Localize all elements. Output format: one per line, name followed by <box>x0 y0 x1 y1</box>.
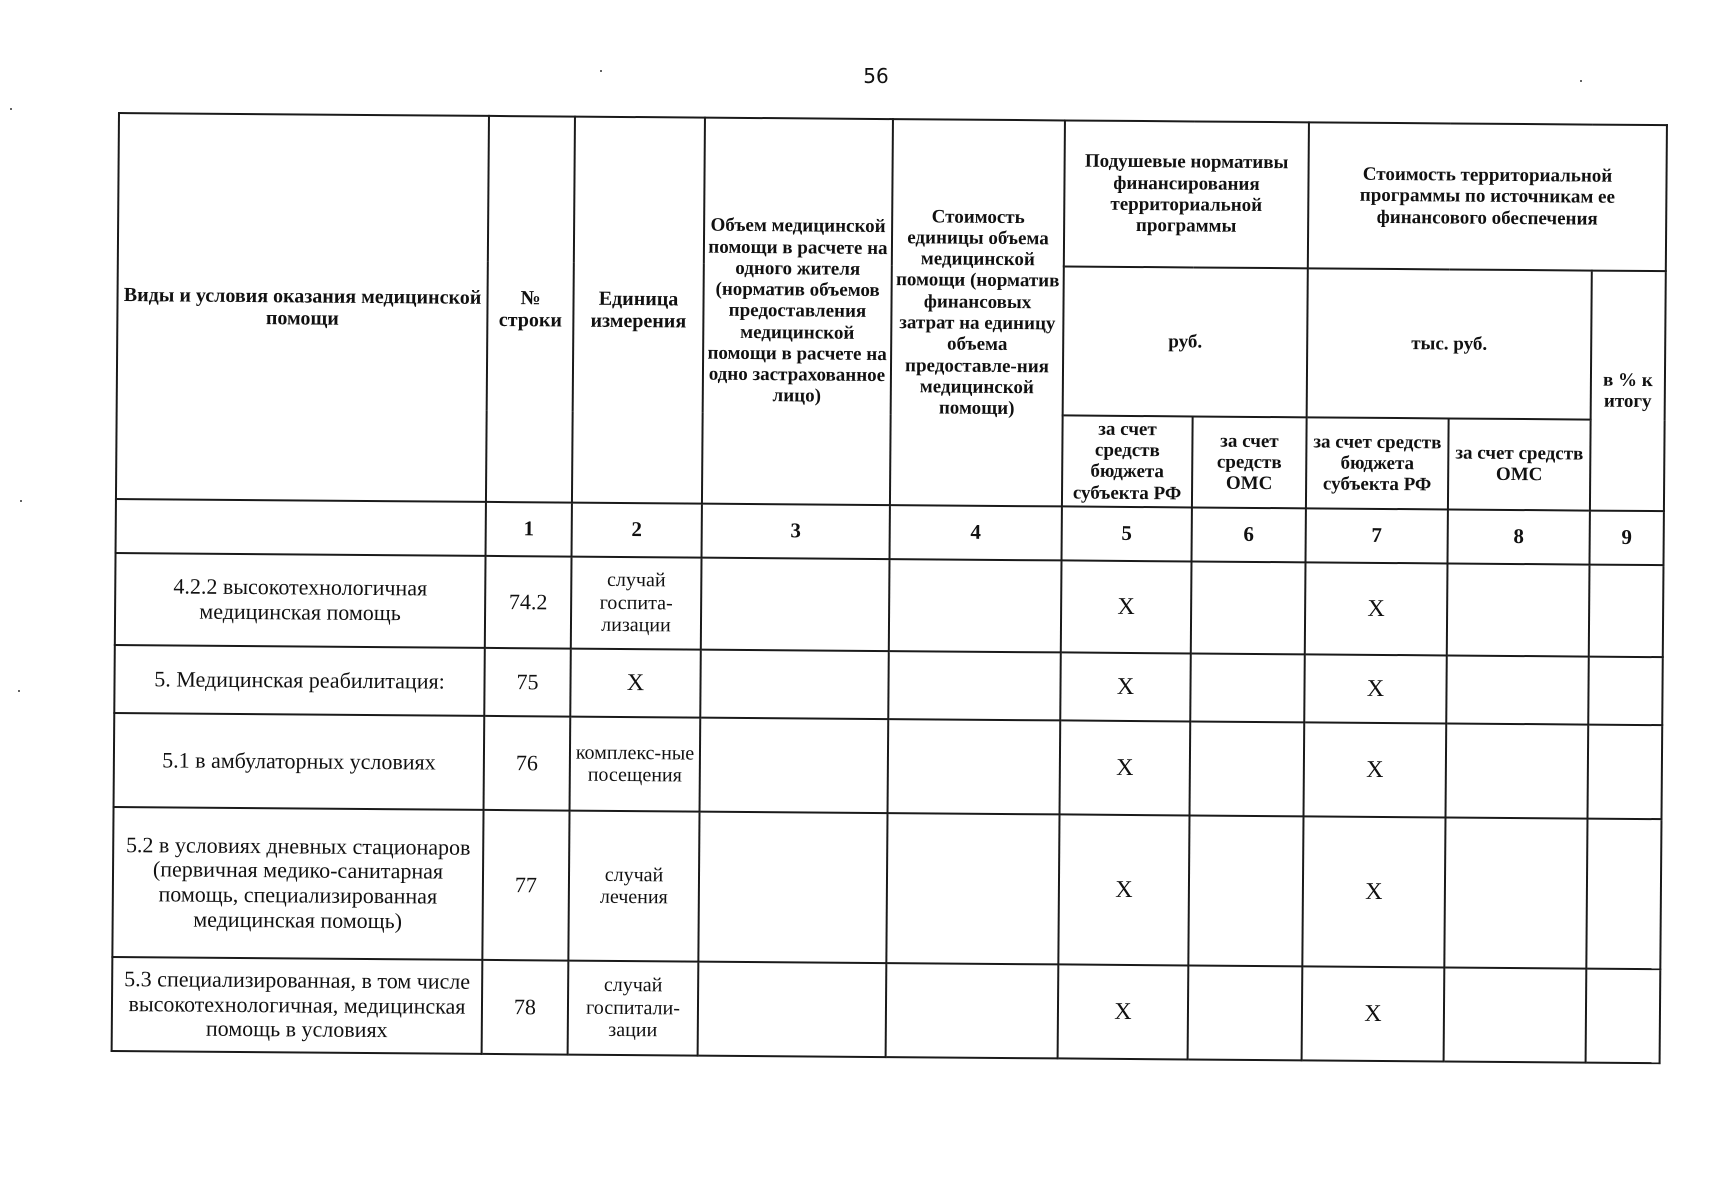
row-volume <box>698 812 887 963</box>
row-kind: 5. Медицинская реабилитация: <box>114 645 485 716</box>
scan-speck <box>18 690 20 692</box>
table-row <box>115 553 1664 657</box>
table-row <box>112 957 1661 1063</box>
header-thous-rub: тыс. руб. <box>1307 268 1592 419</box>
column-number: 5 <box>1062 506 1192 561</box>
column-number-empty <box>116 499 486 556</box>
row-kind: 5.2 в условиях дневных стационаров (первичная медико-санитарная помощь, специализированная медицинская помощь) <box>112 807 483 960</box>
row-oms-thous <box>1446 723 1589 818</box>
row-unit: X <box>570 649 701 718</box>
row-budget-thous: X <box>1304 722 1447 817</box>
row-line-number: 75 <box>484 648 571 717</box>
header-kind: Виды и условия оказания медицинской помощи <box>116 113 489 502</box>
row-line-number: 78 <box>482 960 569 1055</box>
row-volume <box>700 650 889 719</box>
column-number: 9 <box>1589 511 1663 566</box>
column-number: 2 <box>572 503 702 558</box>
row-unit: комплекс-ные посещения <box>570 717 701 812</box>
row-percent <box>1587 725 1662 820</box>
scan-speck <box>10 108 12 110</box>
row-oms-thous <box>1444 817 1587 968</box>
row-oms-rub <box>1190 721 1305 816</box>
row-oms-thous <box>1444 967 1587 1062</box>
header-row-number: № строки <box>486 116 575 503</box>
row-kind: 5.3 специализированная, в том числе высокотехнологичная, медицинская помощь в условиях <box>112 957 483 1054</box>
row-line-number: 74.2 <box>485 556 572 649</box>
column-number: 8 <box>1447 509 1589 564</box>
table-row <box>114 713 1663 819</box>
scan-speck <box>600 70 602 72</box>
header-budget-subject-thous: за счет средств бюджета субъекта РФ <box>1306 417 1449 509</box>
row-oms-thous <box>1446 655 1589 724</box>
header-unit: Единица измерения <box>572 117 705 504</box>
medical-care-table <box>111 112 1668 1064</box>
row-unit-cost <box>886 963 1059 1058</box>
table-row <box>112 807 1661 969</box>
row-percent <box>1586 819 1661 970</box>
header-program-cost: Стоимость территориальной программы по источникам ее финансового обеспечения <box>1308 122 1667 271</box>
row-unit-cost <box>886 813 1059 964</box>
row-budget-rub: X <box>1060 652 1191 721</box>
row-budget-thous: X <box>1302 816 1445 967</box>
row-volume <box>698 962 887 1057</box>
row-kind: 5.1 в амбулаторных условиях <box>114 713 485 810</box>
row-unit: случай лечения <box>568 811 699 962</box>
table-row <box>114 645 1662 725</box>
column-number: 1 <box>486 502 572 557</box>
header-rub: руб. <box>1063 266 1308 417</box>
row-percent <box>1589 565 1664 658</box>
row-budget-rub: X <box>1058 964 1189 1059</box>
column-number: 4 <box>890 505 1062 560</box>
page-number: 56 <box>863 64 889 88</box>
row-percent <box>1588 657 1663 726</box>
header-oms-thous: за счет средств ОМС <box>1448 418 1591 510</box>
row-budget-rub: X <box>1060 720 1191 815</box>
row-budget-thous: X <box>1304 654 1447 723</box>
header-per-capita: Подушевые нормативы финансирования территориальной программы <box>1064 120 1309 268</box>
header-unit-cost: Стоимость единицы объема медицинской помощи (норматив финансовых затрат на единицу объема предоставле-ния медицинской помощи) <box>890 119 1065 506</box>
row-volume <box>700 718 889 813</box>
row-budget-thous: X <box>1305 562 1448 655</box>
row-oms-rub <box>1188 815 1303 966</box>
header-budget-subject-rub: за счет средств бюджета субъекта РФ <box>1062 415 1193 507</box>
row-unit-cost <box>889 559 1062 652</box>
column-number: 7 <box>1305 508 1447 563</box>
column-number: 3 <box>702 504 890 559</box>
row-percent <box>1586 969 1661 1064</box>
scan-speck <box>20 500 22 502</box>
row-budget-rub: X <box>1061 560 1192 653</box>
row-kind: 4.2.2 высокотехнологичная медицинская помощь <box>115 553 486 648</box>
row-oms-rub <box>1188 965 1303 1060</box>
header-percent-total: в % к итогу <box>1590 271 1666 512</box>
row-budget-rub: X <box>1058 814 1189 965</box>
row-line-number: 77 <box>482 810 569 961</box>
row-oms-thous <box>1447 563 1590 656</box>
row-oms-rub <box>1190 653 1305 722</box>
row-unit-cost <box>888 651 1061 720</box>
row-unit-cost <box>888 719 1061 814</box>
row-budget-thous: X <box>1302 966 1445 1061</box>
row-oms-rub <box>1191 561 1306 654</box>
header-volume: Объем медицинской помощи в расчете на одного жителя (норматив объемов предоставления медицинской помощи в расчете на одно застрахованное лицо) <box>702 118 893 505</box>
row-unit: случай госпита-лизации <box>571 557 702 650</box>
row-line-number: 76 <box>484 716 571 811</box>
scan-speck <box>1580 80 1582 82</box>
row-unit: случай госпитали-зации <box>568 961 699 1056</box>
header-oms-rub: за счет средств ОМС <box>1192 416 1307 508</box>
table-container <box>111 112 1666 1064</box>
row-volume <box>701 558 890 651</box>
column-number: 6 <box>1192 507 1306 562</box>
